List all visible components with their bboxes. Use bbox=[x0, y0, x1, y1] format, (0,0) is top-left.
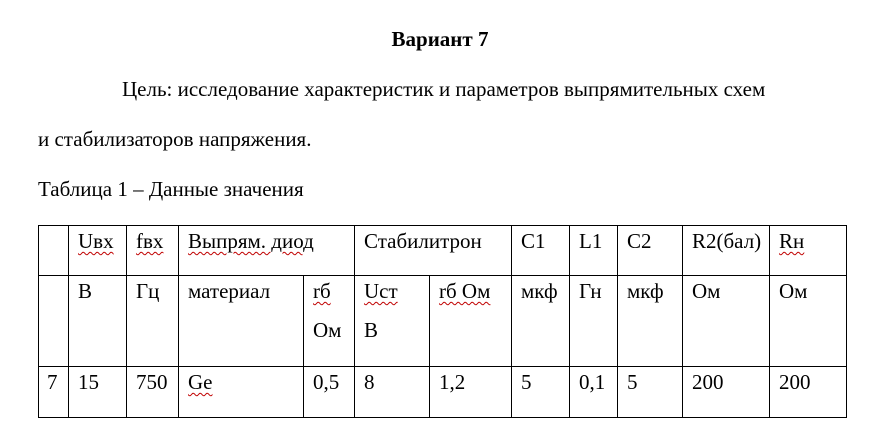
units-cell-rb-diode bbox=[304, 276, 355, 367]
table-caption: Таблица 1 – Данные значения bbox=[38, 177, 304, 201]
units-rb-diode-line1: rб bbox=[313, 279, 331, 303]
header-rn-text: Rн bbox=[779, 229, 805, 253]
units-ust-line1: Uст bbox=[364, 279, 398, 303]
row-cell-material bbox=[179, 367, 304, 418]
row-cell-fvx: 750 bbox=[127, 367, 179, 418]
units-cell-uvx: В bbox=[69, 276, 127, 367]
row-material-text: Ge bbox=[188, 370, 213, 394]
units-cell-c1: мкф bbox=[512, 276, 570, 367]
goal-paragraph-line2: и стабилизаторов напряжения. bbox=[38, 127, 312, 151]
units-rb-diode-line2: Ом bbox=[313, 318, 342, 342]
row-cell-rb-diode: 0,5 bbox=[304, 367, 355, 418]
row-cell-rn: 200 bbox=[770, 367, 847, 418]
units-cell-l1: Гн bbox=[570, 276, 618, 367]
header-cell-r2: R2(бал) bbox=[683, 226, 770, 276]
header-cell-rectifier-diode bbox=[179, 226, 355, 276]
units-cell-rn: Ом bbox=[770, 276, 847, 367]
units-cell-r2: Ом bbox=[683, 276, 770, 367]
header-fvx-text: fвх bbox=[136, 229, 164, 253]
table-row bbox=[39, 367, 847, 418]
header-cell-l1: L1 bbox=[570, 226, 618, 276]
units-cell-ust bbox=[355, 276, 430, 367]
header-cell-c2: С2 bbox=[618, 226, 683, 276]
units-rb-stabilitron-text: rб Ом bbox=[439, 279, 491, 303]
header-uvx-text: Uвх bbox=[78, 229, 114, 253]
header-cell-index bbox=[39, 226, 69, 276]
units-cell-rb-stabilitron bbox=[430, 276, 512, 367]
row-cell-c2: 5 bbox=[618, 367, 683, 418]
page-title: Вариант 7 bbox=[391, 27, 489, 51]
units-cell-fvx: Гц bbox=[127, 276, 179, 367]
header-cell-stabilitron: Стабилитрон bbox=[355, 226, 512, 276]
header-cell-uvx bbox=[69, 226, 127, 276]
units-ust-line2: В bbox=[364, 318, 379, 342]
header-cell-c1: С1 bbox=[512, 226, 570, 276]
units-cell-material: материал bbox=[179, 276, 304, 367]
row-cell-r2: 200 bbox=[683, 367, 770, 418]
row-cell-variant: 7 bbox=[39, 367, 69, 418]
row-cell-c1: 5 bbox=[512, 367, 570, 418]
units-cell-index bbox=[39, 276, 69, 367]
table-units-row bbox=[39, 276, 847, 367]
header-cell-fvx bbox=[127, 226, 179, 276]
units-cell-c2: мкф bbox=[618, 276, 683, 367]
header-rectifier-diode-text: Выпрям. диод bbox=[188, 229, 314, 253]
data-table bbox=[38, 225, 847, 418]
row-cell-uvx: 15 bbox=[69, 367, 127, 418]
goal-paragraph-line1: Цель: исследование характеристик и параметров выпрямительных схем bbox=[122, 77, 766, 101]
table-header-row bbox=[39, 226, 847, 276]
header-cell-rn bbox=[770, 226, 847, 276]
row-cell-l1: 0,1 bbox=[570, 367, 618, 418]
row-cell-rb-stabilitron: 1,2 bbox=[430, 367, 512, 418]
row-cell-ust: 8 bbox=[355, 367, 430, 418]
